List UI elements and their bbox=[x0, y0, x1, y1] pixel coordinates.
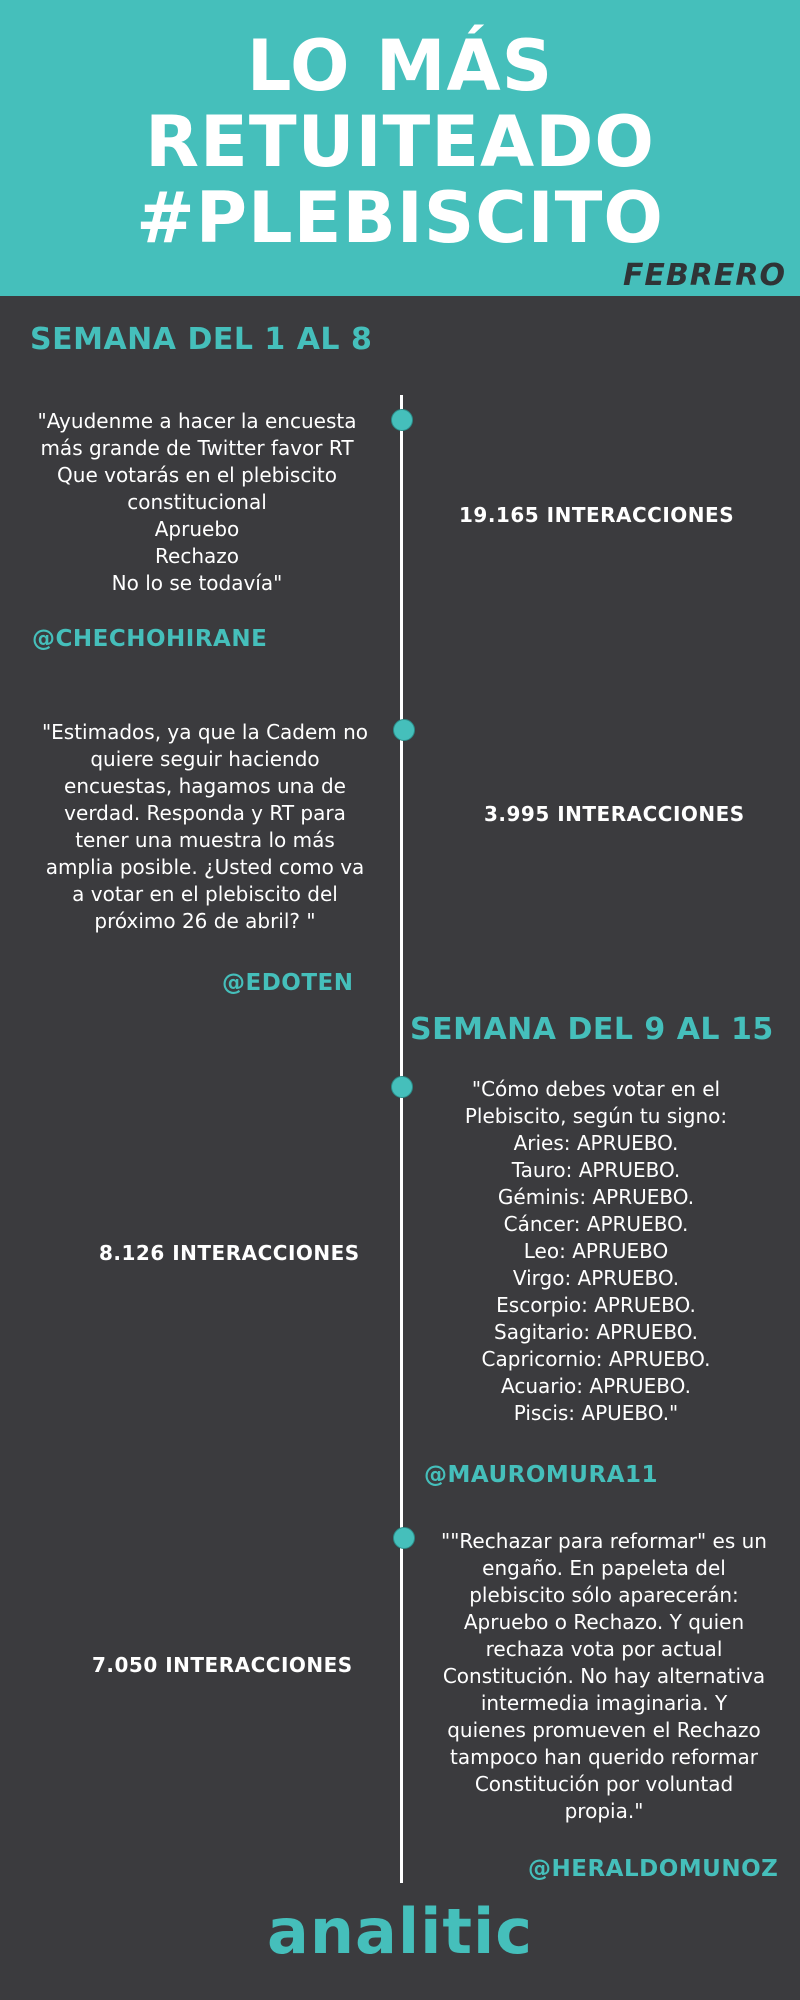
month-subtitle: FEBRERO bbox=[622, 258, 786, 293]
tweet-interactions-3: 8.126 INTERACCIONES bbox=[99, 1241, 360, 1265]
timeline-dot bbox=[391, 409, 413, 431]
tweet-quote-4: ""Rechazar para reformar" es un engaño. En papeleta del plebiscito sólo aparecerán: Apruebo o Rechazo. Y quien rechaza vota por actual Constitución. No hay alternativa intermedia imaginaria. Y quienes promueven el Rechazo tampoco han querido reformar Constitución por voluntad propia." bbox=[441, 1529, 767, 1823]
tweet-interactions-2: 3.995 INTERACCIONES bbox=[484, 802, 745, 826]
timeline-line bbox=[400, 395, 403, 1883]
page-title: LO MÁS RETUITEADO #PLEBISCITO bbox=[136, 25, 664, 259]
week-title-2: SEMANA DEL 9 AL 15 bbox=[410, 1012, 774, 1047]
tweet-quote-2: "Estimados, ya que la Cadem no quiere seguir haciendo encuestas, hagamos una de verdad. Responda y RT para tener una muestra lo más amplia posible. ¿Usted como va a votar en el plebiscito del próximo 26 de abril? " bbox=[41, 720, 369, 933]
tweet-handle-2: @EDOTEN bbox=[222, 970, 354, 996]
tweet-handle-3: @MAUROMURA11 bbox=[424, 1462, 659, 1488]
analitic-logo: analitic bbox=[267, 1895, 533, 1968]
tweet-handle-4: @HERALDOMUNOZ bbox=[528, 1856, 779, 1882]
tweet-interactions-4: 7.050 INTERACCIONES bbox=[92, 1653, 353, 1677]
header-banner bbox=[0, 0, 800, 296]
tweet-quote-1: "Ayudenme a hacer la encuesta más grande de Twitter favor RT Que votarás en el plebiscito constitucional Apruebo Rechazo No lo se todavía" bbox=[37, 409, 357, 595]
week-title-1: SEMANA DEL 1 AL 8 bbox=[30, 322, 373, 357]
tweet-quote-3: "Cómo debes votar en el Plebiscito, según tu signo: Aries: APRUEBO. Tauro: APRUEBO. Géminis: APRUEBO. Cáncer: APRUEBO. Leo: APRUEBO Virgo: APRUEBO. Escorpio: APRUEBO. Sagitario: APRUEBO. Capricornio: APRUEBO. Acuario: APRUEBO. Piscis: APUEBO." bbox=[464, 1077, 728, 1425]
tweet-handle-1: @CHECHOHIRANE bbox=[32, 626, 268, 652]
tweet-interactions-1: 19.165 INTERACCIONES bbox=[459, 503, 735, 527]
